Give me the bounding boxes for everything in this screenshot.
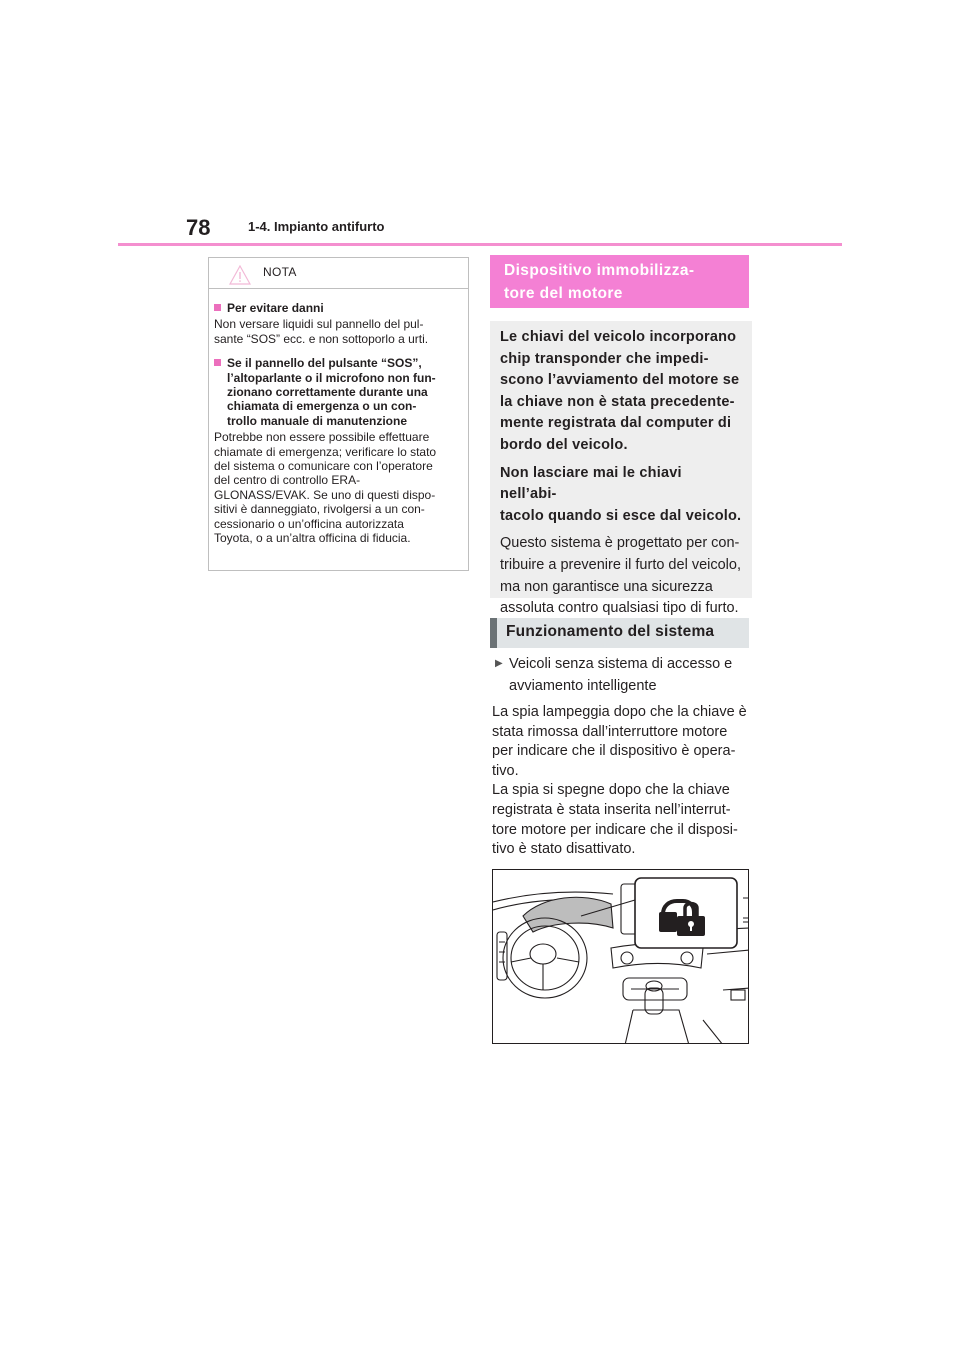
note-box: [208, 257, 469, 571]
dashboard-illustration: [492, 869, 749, 1044]
intro-bold-2: Non lasciare mai le chiavi nell’abi- tacolo quando si esce dal veicolo.: [500, 464, 742, 524]
note-title: NOTA: [263, 265, 297, 279]
note-item-heading: Per evitare danni: [214, 301, 459, 315]
note-item-heading: Se il pannello del pulsante “SOS”, l’altoparlante o il microfono non fun- zionano correttamente durante una chiamata di emergenza o un con- trollo manuale di manutenzione: [214, 356, 459, 428]
immobilizer-title: Dispositivo immobilizza- tore del motore: [490, 255, 749, 308]
immobilizer-intro-box: [490, 321, 752, 617]
square-bullet-icon: [214, 304, 221, 311]
section-header: 1-4. Impianto antifurto: [248, 219, 385, 234]
operation-text: La spia lampeggia dopo che la chiave è stata rimossa dall’interruttore motore per indicare che il dispositivo è opera- tivo. La spia si spegne dopo che la chiave registrata è stata inserita nell’interrut- tore motore per indicare che il disposi- tivo è stato disattivato.: [492, 704, 747, 858]
square-bullet-icon: [214, 359, 221, 366]
note-item-text: Non versare liquidi sul pannello del pul- sante “SOS” ecc. e non sottoporlo a urti.: [214, 317, 429, 346]
warning-triangle-icon: [229, 265, 251, 285]
operation-title: Funzionamento del sistema: [490, 618, 749, 648]
page-number: 78: [186, 215, 211, 240]
note-header: [209, 258, 468, 289]
operation-bullet: ▶ Veicoli senza sistema di accesso e avviamento intelligente: [495, 653, 751, 697]
dashboard-drawing: [493, 870, 749, 1044]
intro-normal: Questo sistema è progettato per con- tribuire a prevenire il furto del veicolo, ma non garantisce una sicurezza assoluta contro qualsiasi tipo di furto.: [500, 535, 741, 617]
triangle-bullet-icon: ▶: [495, 658, 503, 669]
intro-bold-1: Le chiavi del veicolo incorporano chip transponder che impedi- scono l’avviamento del motore se la chiave non è stata precedente- mente registrata dal computer di bordo del veicolo.: [500, 329, 740, 453]
note-body: [209, 289, 468, 546]
header-rule: [118, 243, 842, 246]
note-item-text: Potrebbe non essere possibile effettuare chiamate di emergenza; verificare lo stato del sistema o comunicare con l’operatore del centro di controllo ERA- GLONASS/EVAK. Se uno di questi dispo- sitivi è danneggiato, rivolgersi a un con- cessionario o un’officina autorizzata Toyota, o a un’altra officina di fiducia.: [214, 430, 437, 546]
